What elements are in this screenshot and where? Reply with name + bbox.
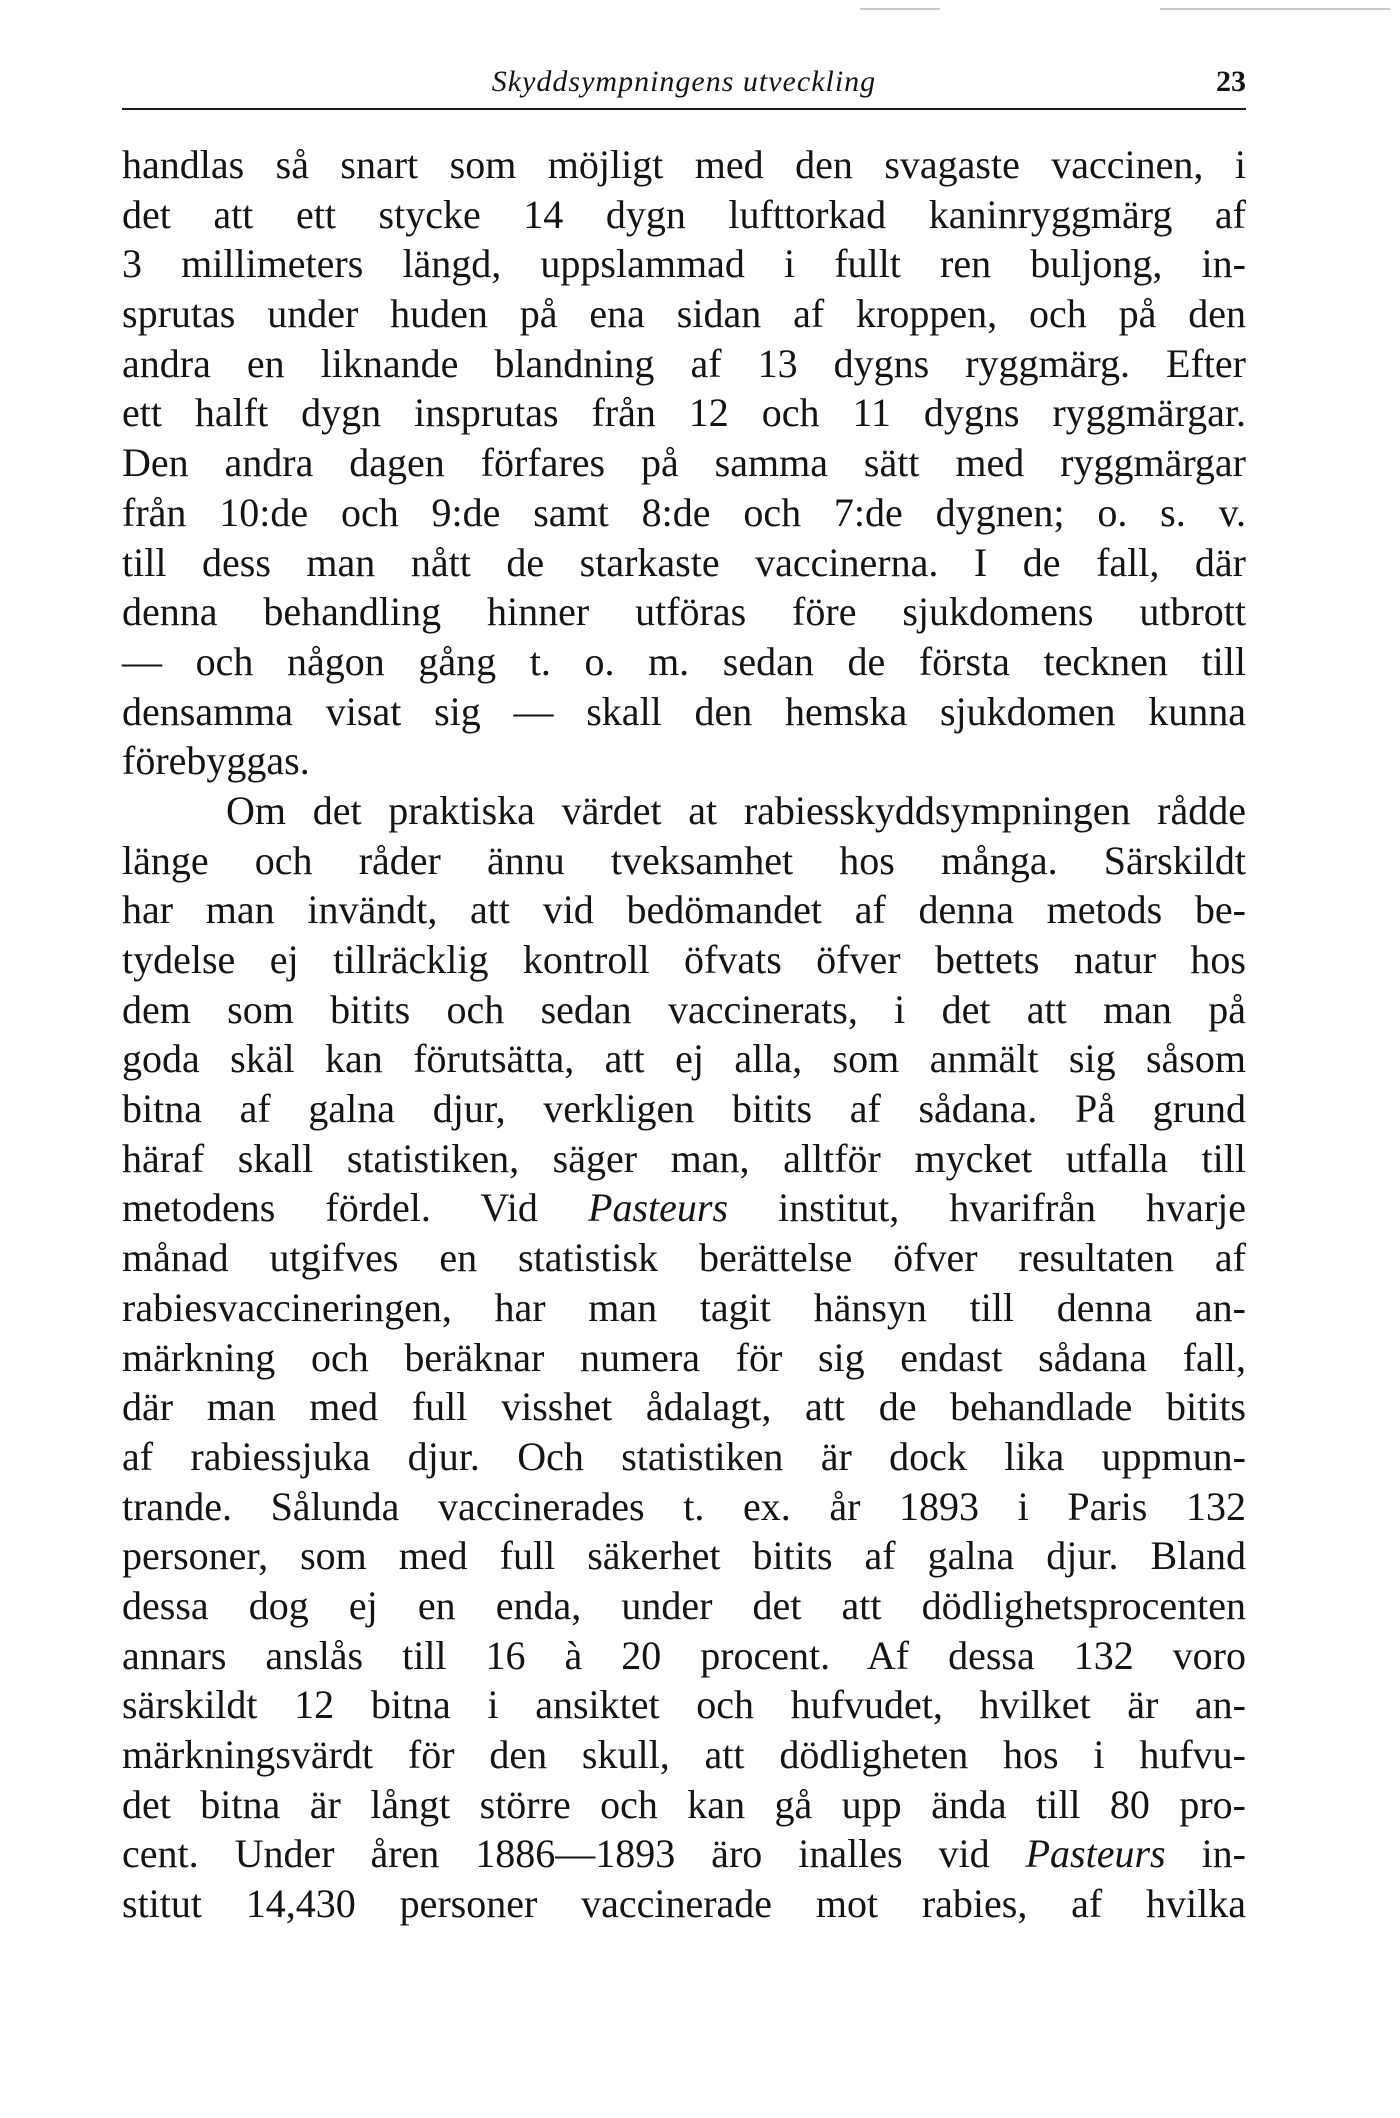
- text-line: från 10:de och 9:de samt 8:de och 7:de dygnen; o. s. v.: [122, 489, 1246, 535]
- text-line: cent. Under åren 1886—1893 äro inalles vid Pasteurs in-: [122, 1831, 1247, 1877]
- text-line: af rabiessjuka djur. Och statistiken är dock lika uppmun-: [122, 1433, 1246, 1479]
- body-text: [122, 140, 1246, 1929]
- text-line: har man invändt, att vid bedömandet af denna metods be-: [122, 887, 1246, 933]
- text-line: märkningsvärdt för den skull, att dödligheten hos i hufvu-: [122, 1732, 1246, 1777]
- text-line: Om det praktiska värdet at rabiesskyddsympningen rådde: [226, 787, 1246, 833]
- text-line: märkning och beräknar numera för sig endast sådana fall,: [122, 1334, 1246, 1380]
- text-line: annars anslås till 16 à 20 procent. Af dessa 132 voro: [122, 1632, 1246, 1678]
- text-line: det att ett stycke 14 dygn lufttorkad kaninryggmärg af: [122, 191, 1246, 237]
- text-line: dem som bitits och sedan vaccinerats, i det att man på: [122, 986, 1246, 1032]
- text-line: rabiesvaccineringen, har man tagit hänsyn till denna an-: [122, 1284, 1246, 1330]
- page-number: 23: [1216, 65, 1246, 98]
- text-line: det bitna är långt större och kan gå upp ända till 80 pro-: [122, 1781, 1246, 1827]
- running-head: [122, 62, 1246, 110]
- text-line: andra en liknande blandning af 13 dygns ryggmärg. Efter: [122, 340, 1246, 386]
- text-line: denna behandling hinner utföras före sjukdomens utbrott: [122, 589, 1246, 635]
- text-line: månad utgifves en statistisk berättelse öfver resultaten af: [122, 1235, 1246, 1281]
- text-line: stitut 14,430 personer vaccinerade mot rabies, af hvilka: [122, 1881, 1246, 1927]
- text-line: dessa dog ej en enda, under det att dödlighetsprocenten: [122, 1582, 1246, 1628]
- text-line: sprutas under huden på ena sidan af kroppen, och på den: [122, 291, 1246, 337]
- text-line: Den andra dagen förfares på samma sätt med ryggmärgar: [122, 440, 1246, 486]
- text-line: häraf skall statistiken, säger man, alltför mycket utfalla till: [122, 1135, 1246, 1181]
- text-line: personer, som med full säkerhet bitits af galna djur. Bland: [122, 1533, 1246, 1579]
- text-line: goda skäl kan förutsätta, att ej alla, som anmält sig såsom: [122, 1036, 1246, 1082]
- text-line: 3 millimeters längd, uppslammad i fullt ren buljong, in-: [122, 241, 1246, 287]
- text-line: ett halft dygn insprutas från 12 och 11 dygns ryggmärgar.: [122, 390, 1246, 436]
- text-line: metodens fördel. Vid Pasteurs institut, hvarifrån hvarje: [122, 1185, 1246, 1231]
- text-line: handlas så snart som möjligt med den svagaste vaccinen, i: [122, 142, 1246, 187]
- text-line: densamma visat sig — skall den hemska sjukdomen kunna: [122, 688, 1246, 734]
- text-line: förebyggas.: [122, 738, 310, 784]
- scan-artifact: [1160, 8, 1390, 10]
- scan-artifact: [860, 8, 940, 10]
- text-line: — och någon gång t. o. m. sedan de första tecknen till: [122, 638, 1246, 684]
- text-line: trande. Sålunda vaccinerades t. ex. år 1893 i Paris 132: [122, 1483, 1246, 1529]
- text-line: länge och råder ännu tveksamhet hos många. Särskildt: [122, 837, 1246, 883]
- text-line: till dess man nått de starkaste vaccinerna. I de fall, där: [122, 539, 1246, 585]
- text-line: där man med full visshet ådalagt, att de behandlade bitits: [122, 1384, 1246, 1430]
- running-title: Skyddsympningens utveckling: [491, 65, 877, 98]
- text-line: särskildt 12 bitna i ansiktet och hufvudet, hvilket är an-: [122, 1682, 1246, 1728]
- text-line: tydelse ej tillräcklig kontroll öfvats öfver bettets natur hos: [122, 937, 1246, 982]
- text-line: bitna af galna djur, verkligen bitits af sådana. På grund: [122, 1086, 1246, 1132]
